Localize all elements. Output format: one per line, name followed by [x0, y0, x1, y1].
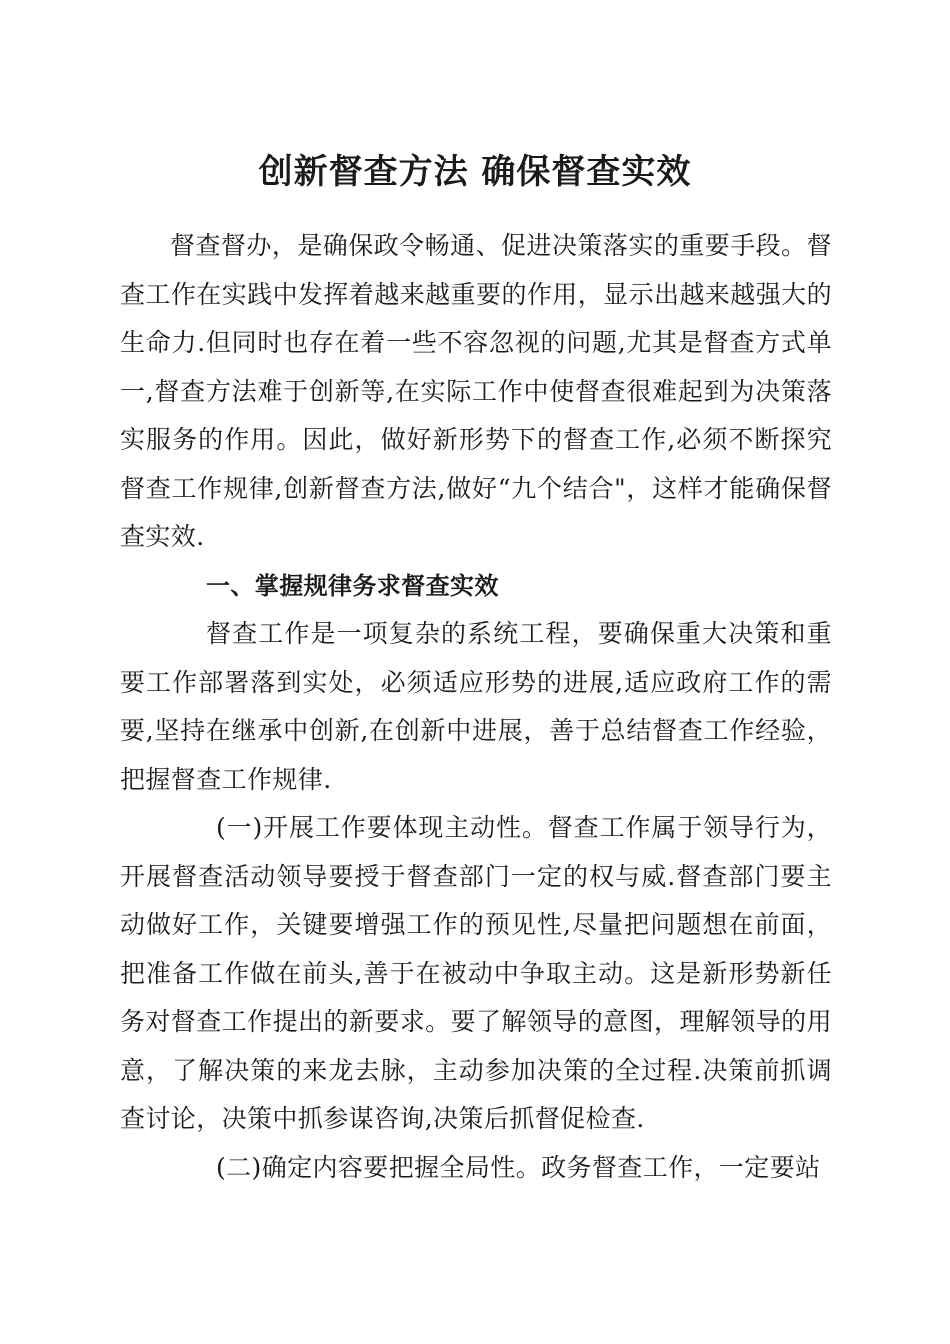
intro-paragraph: 督查督办，是确保政令畅通、促进决策落实的重要手段。督查工作在实践中发挥着越来越重要的作用，显示出越来越强大的生命力.但同时也存在着一些不容忽视的问题,尤其是督查方式单一,督查方法难于创新等,在实际工作中使督查很难起到为决策落实服务的作用。因此，做好新形势下的督查工作,必须不断探究督查工作规律,创新督查方法,做好“九个结合"，这样才能确保督查实效.	[120, 231, 832, 551]
body-paragraph: 督查工作是一项复杂的系统工程，要确保重大决策和重要工作部署落到实处，必须适应形势的进展,适应政府工作的需要,坚持在继承中创新,在创新中进展，善于总结督查工作经验，把握督查工作规律.	[120, 619, 832, 794]
document-body	[120, 222, 832, 1192]
subsection-paragraph: (一)开展工作要体现主动性。督查工作属于领导行为，开展督查活动领导要授于督查部门一定的权与威.督查部门要主动做好工作，关键要增强工作的预见性,尽量把问题想在前面，把准备工作做在前头,善于在被动中争取主动。这是新形势新任务对督查工作提出的新要求。要了解领导的意图，理解领导的用意，了解决策的来龙去脉，主动参加决策的全过程.决策前抓调查讨论，决策中抓参谋咨询,决策后抓督促检查.	[120, 813, 832, 1133]
document-title: 创新督查方法 确保督查实效	[258, 152, 692, 192]
subsection-paragraph: (二)确定内容要把握全局性。政务督查工作，一定要站	[216, 1152, 821, 1182]
section-heading: 一、掌握规律务求督查实效	[206, 571, 499, 600]
